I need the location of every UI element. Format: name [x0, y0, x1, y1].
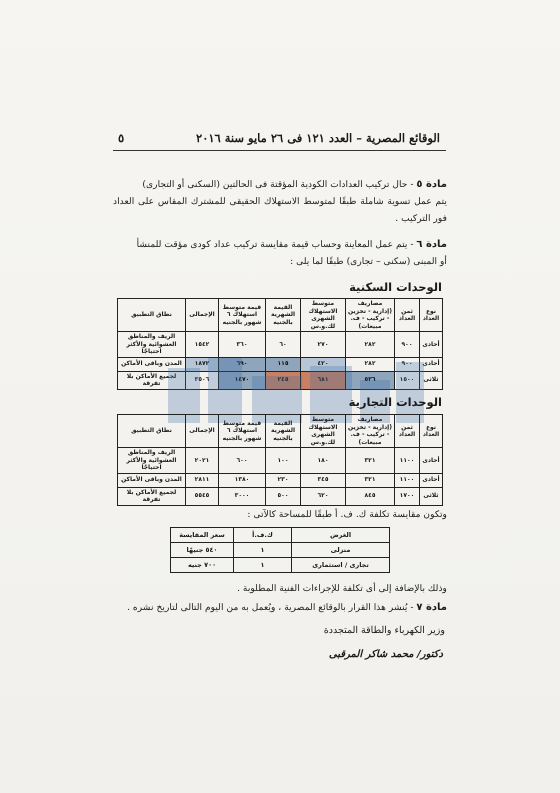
article-5-line-3: فور التركيب .: [395, 213, 447, 224]
residential-table: [117, 298, 443, 390]
table-row: منزلى ١ ٥٤٠ جنيهًا: [171, 543, 390, 558]
col-monthly-value: القيمة الشهرية بالجنيه: [266, 299, 301, 332]
gazette-title: الوقائع المصرية – العدد ١٢١ فى ٢٦ مايو سنة ٢٠١٦: [196, 131, 440, 145]
page-number: ٥: [118, 131, 125, 145]
article-6-line-2: أو المبنى (سكنى – تجارى) طبقًا لما يلى :: [290, 256, 447, 267]
article-7-label: مادة ٧: [416, 602, 447, 613]
survey-intro: وتكون مقايسة تكلفة ك. ف. أ طبقًا للمساحة كالآتى :: [247, 509, 447, 520]
article-5-label: مادة ٥: [416, 179, 447, 190]
article-7: مادة ٧ - يُنشر هذا القرار بالوقائع المصرية ، ويُعمل به من اليوم التالى لتاريخ نشره .: [127, 602, 447, 613]
minister-name: دكتور/ محمد شاكر المرقبى: [328, 649, 443, 660]
table-row: أحادى ٩٠٠ ٢٨٢ ٤٢٠ ١١٥ ٦٩٠ ١٨٧٢ المدن وباقى الأماكن: [118, 357, 443, 371]
col-six-month-value: قيمة متوسط استهلاك ٦ شهور بالجنيه: [219, 299, 266, 332]
col-meter-price: ثمن العداد: [395, 299, 420, 332]
commercial-title: الوحدات التجارية: [348, 395, 442, 409]
table-row: أحادى ١١٠٠ ٣٢١ ١٨٠ ١٠٠ ٦٠٠ ٢٠٢١ الريف والمناطق العشوائية والأكثر احتياجًا: [118, 448, 443, 474]
article-5-line-2: يتم عمل تسوية شاملة طبقًا لمتوسط الاستهلاك الحقيقى للمشترك المقاس على العداد: [113, 196, 447, 207]
table-header-row: [118, 299, 443, 332]
table-header-row: نوع العداد ثمن العداد مصاريف (إدارية - تخزين - تركيب - ف. مبيعات) متوسط الاستهلاك الشهرى لك.و.س القيمة الشهرية بالجنيه قيمة متوسط استهلاك ٦ شهور بالجنيه الإجمالى نطاق التطبيق: [118, 415, 443, 448]
header-rule: [113, 150, 446, 151]
article-5: [113, 176, 447, 227]
table-row: تجارى / استثمارى ١ ٧٠٠ جنيه: [171, 558, 390, 573]
col-total: الإجمالى: [186, 299, 219, 332]
article-5-line-1: مادة ٥ - حال تركيب العدادات الكودية المؤقتة فى الحالتين (السكنى أو التجارى): [142, 179, 447, 190]
article-6-line-1: مادة ٦ - يتم عمل المعاينة وحساب قيمة مقايسة تركيب عداد كودى مؤقت للمنشأ: [136, 239, 447, 250]
col-avg-consumption: متوسط الاستهلاك الشهرى لك.و.س: [301, 299, 346, 332]
survey-table: [170, 527, 390, 573]
table-row: أحادى ١١٠٠ ٣٢١ ٣٤٥ ٢٣٠ ١٣٨٠ ٢٨١١ المدن وباقى الأماكن: [118, 473, 443, 487]
residential-title: الوحدات السكنية: [349, 280, 442, 294]
table-row: ثلاثى ١٥٠٠ ٥٣٦ ٦٨١ ٢٤٥ ١٤٧٠ ٣٥٠٦ لجميع الأماكن بلا تفرقة: [118, 371, 443, 389]
commercial-table: [117, 414, 443, 506]
page-header: [118, 131, 440, 145]
minister-title: وزير الكهرباء والطاقة المتجددة: [323, 625, 445, 636]
article-6: [113, 236, 447, 270]
table-row: ثلاثى ١٧٠٠ ٨٤٥ ٦٢٠ ٥٠٠ ٣٠٠٠ ٥٥٤٥ لجميع الأماكن بلا تفرقة: [118, 487, 443, 505]
article-6-label: مادة ٦: [416, 239, 447, 250]
table-row: أحادى ٩٠٠ ٢٨٢ ٢٧٠ ٦٠ ٣٦٠ ١٥٤٢ الريف والمناطق العشوائية والأكثر احتياجًا: [118, 332, 443, 358]
col-scope: نطاق التطبيق: [118, 299, 186, 332]
col-fees: مصاريف (إدارية - تخزين - تركيب - ف. مبيعات): [346, 299, 395, 332]
table-header-row: الغرض ك.ف.أ سعر المقايسة: [171, 528, 390, 543]
additional-costs: وذلك بالإضافة إلى أى تكلفة للإجراءات الفنية المطلوبة .: [237, 583, 447, 594]
col-meter-type: نوع العداد: [420, 299, 443, 332]
